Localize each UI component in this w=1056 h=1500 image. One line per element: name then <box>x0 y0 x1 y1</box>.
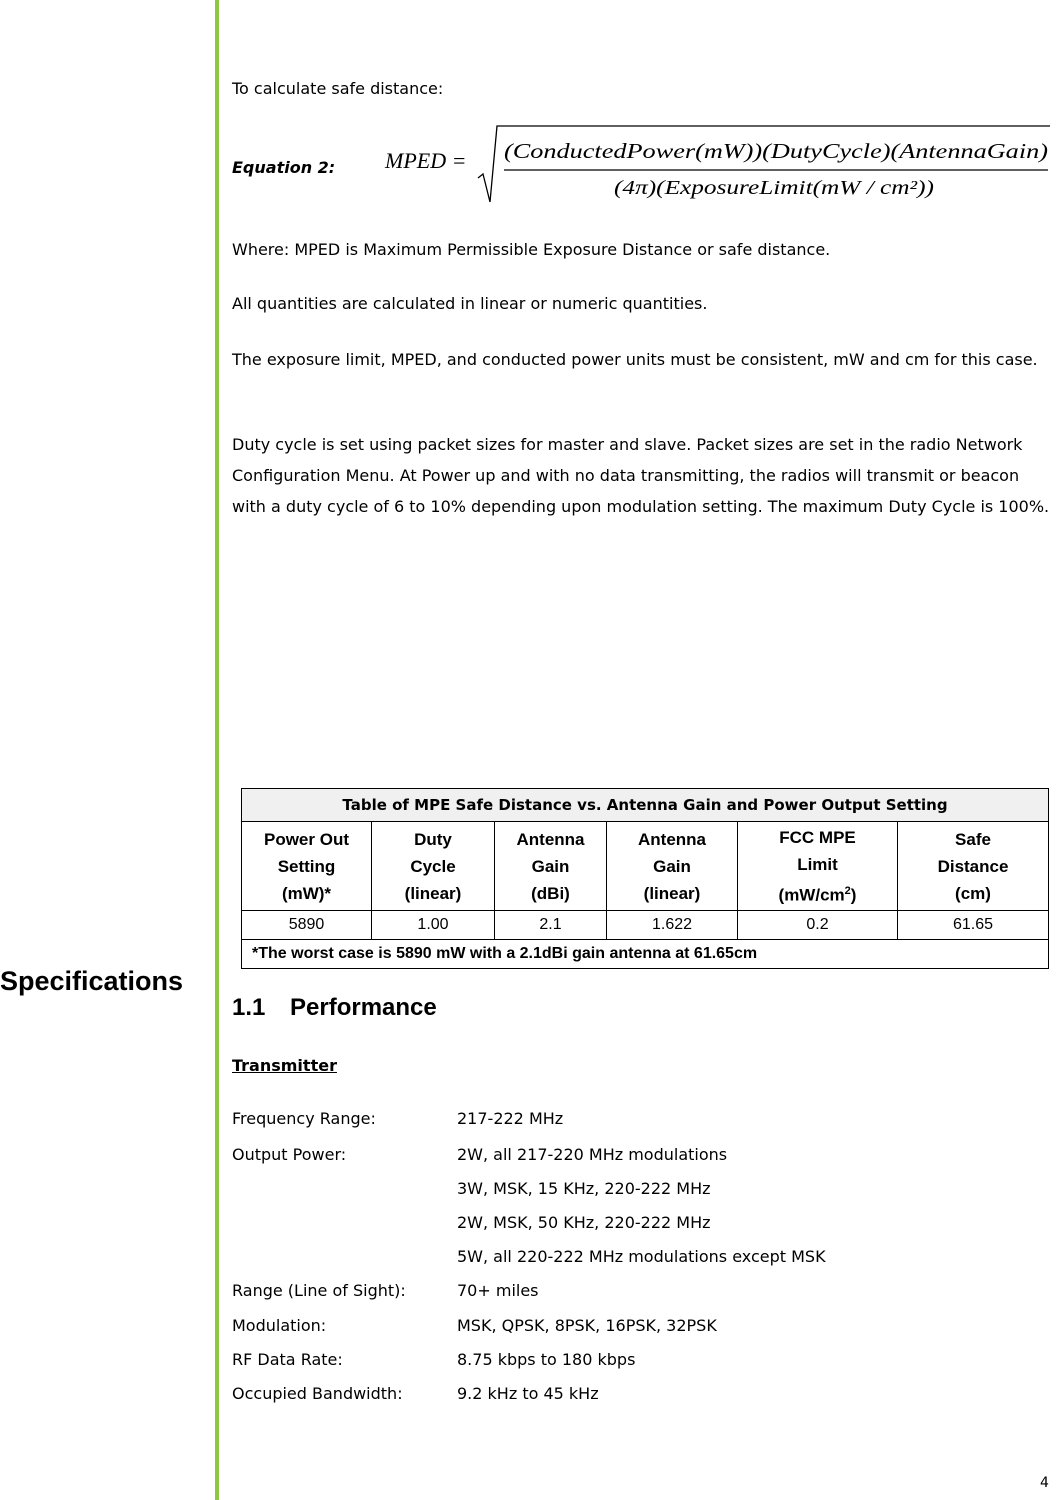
spec-value: MSK, QPSK, 8PSK, 16PSK, 32PSK <box>457 1316 717 1335</box>
cell-fcc-limit: 0.2 <box>738 911 898 940</box>
equation-denominator: (4π)(ExposureLimit(mW / cm²)) <box>614 177 935 199</box>
linear-paragraph: All quantities are calculated in linear or numeric quantities. <box>232 294 708 313</box>
cell-duty: 1.00 <box>372 911 495 940</box>
section-heading <box>232 994 437 1022</box>
margin-rule <box>215 0 219 1500</box>
units-paragraph: The exposure limit, MPED, and conducted power units must be consistent, mW and cm for this case. <box>232 350 1038 369</box>
spec-value: 5W, all 220-222 MHz modulations except MSK <box>457 1247 826 1266</box>
spec-label: Occupied Bandwidth: <box>232 1384 403 1403</box>
table-header-row <box>242 822 1049 911</box>
spec-label: Range (Line of Sight): <box>232 1281 406 1300</box>
table-row <box>242 911 1049 940</box>
section-number: 1.1 <box>232 994 266 1021</box>
spec-label: RF Data Rate: <box>232 1350 343 1369</box>
header-gain-dbi: Antenna Gain (dBi) <box>495 822 607 911</box>
cell-safe-distance: 61.65 <box>898 911 1049 940</box>
cell-gain-dbi: 2.1 <box>495 911 607 940</box>
table-caption: Table of MPE Safe Distance vs. Antenna Gain and Power Output Setting <box>242 789 1049 822</box>
spec-value: 70+ miles <box>457 1281 539 1300</box>
cell-power: 5890 <box>242 911 372 940</box>
header-gain-linear: Antenna Gain (linear) <box>607 822 738 911</box>
where-paragraph: Where: MPED is Maximum Permissible Exposure Distance or safe distance. <box>232 240 831 259</box>
cell-gain-linear: 1.622 <box>607 911 738 940</box>
spec-value: 8.75 kbps to 180 kbps <box>457 1350 636 1369</box>
spec-value: 2W, MSK, 50 KHz, 220-222 MHz <box>457 1213 711 1232</box>
transmitter-heading: Transmitter <box>232 1056 337 1075</box>
spec-label: Output Power: <box>232 1145 347 1164</box>
spec-value: 2W, all 217-220 MHz modulations <box>457 1145 728 1164</box>
header-power: Power Out Setting (mW)* <box>242 822 372 911</box>
duty-paragraph: Duty cycle is set using packet sizes for master and slave. Packet sizes are set in the radio Network Configuration Menu. At Power up and with no data transmitting, the radios will transmit or beacon with a duty cycle of 6 to 10% depending upon modulation setting. The maximum Duty Cycle is 100%. <box>232 435 1050 516</box>
spec-value: 217-222 MHz <box>457 1109 564 1128</box>
section-title: Performance <box>290 994 437 1021</box>
equation-lhs: MPED = <box>385 148 467 173</box>
equation-numerator: (ConductedPower(mW))(DutyCycle)(AntennaGain) <box>504 139 1048 163</box>
header-duty: Duty Cycle (linear) <box>372 822 495 911</box>
header-fcc-limit: FCC MPE Limit $(mW/cm^2)$ <box>738 822 898 911</box>
page-number: 4 <box>1040 1475 1049 1491</box>
spec-value: 9.2 kHz to 45 kHz <box>457 1384 599 1403</box>
intro-text: To calculate safe distance: <box>232 79 444 98</box>
header-safe-distance: Safe Distance (cm) <box>898 822 1049 911</box>
specifications-heading: Specifications <box>0 966 184 996</box>
spec-value: 3W, MSK, 15 KHz, 220-222 MHz <box>457 1179 711 1198</box>
equation-label: Equation 2: <box>232 158 336 177</box>
mped-equation <box>370 118 1054 208</box>
table-note: *The worst case is 5890 mW with a 2.1dBi gain antenna at 61.65cm <box>242 940 1049 969</box>
mpe-table <box>241 788 1049 969</box>
spec-label: Modulation: <box>232 1316 327 1335</box>
spec-label: Frequency Range: <box>232 1109 376 1128</box>
